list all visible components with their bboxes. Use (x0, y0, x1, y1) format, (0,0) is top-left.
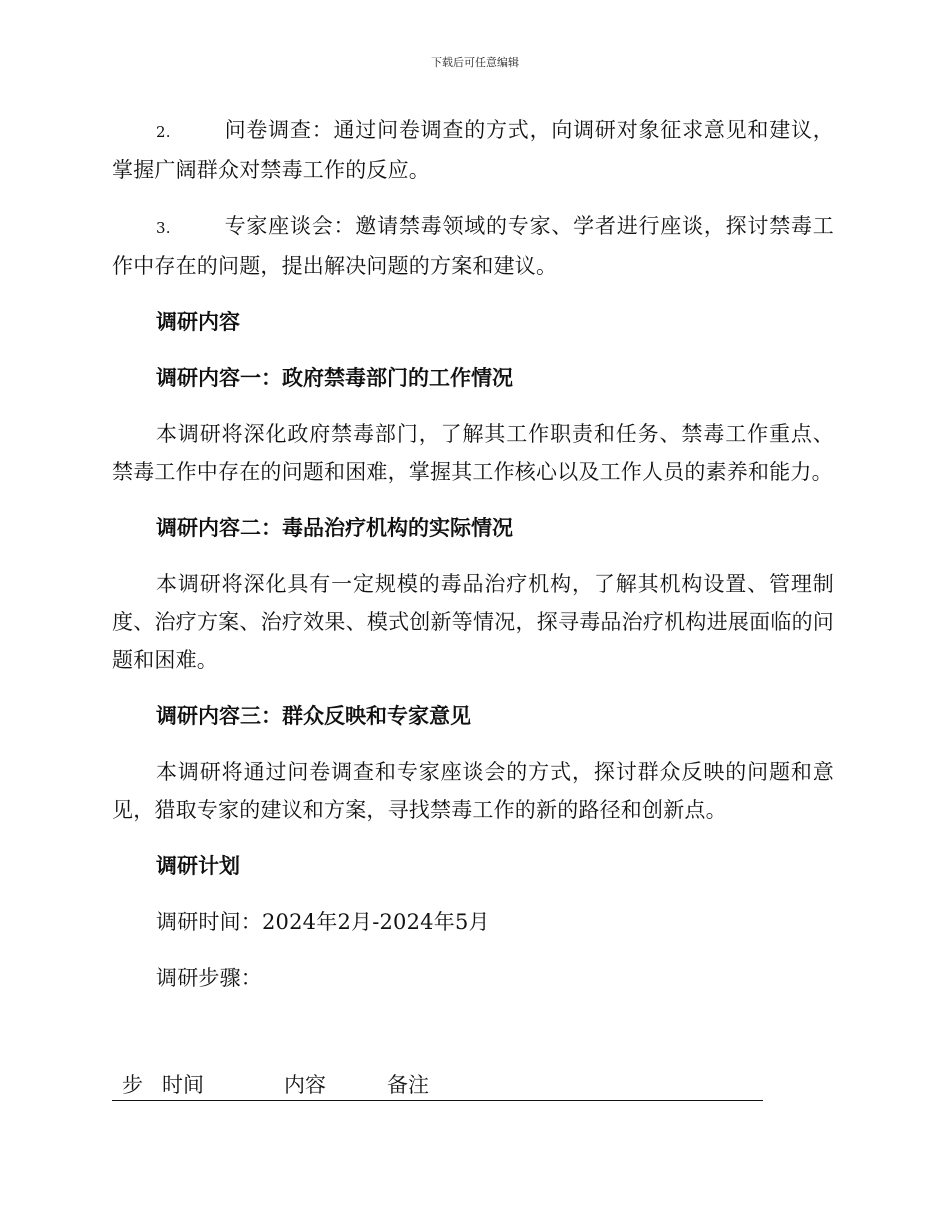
item-text: 问卷调查：通过问卷调查的方式，向调研对象征求意见和建议，掌握广阔群众对禁毒工作的反应。 (112, 118, 834, 182)
steps-table-header (112, 1066, 763, 1101)
section-heading-research-content: 调研内容 (156, 309, 240, 334)
table-header-notes: 备注 (387, 1073, 429, 1097)
table-header-content: 内容 (284, 1073, 326, 1097)
document-body (112, 111, 834, 1015)
paragraph-time: 调研时间：2024年2月-2024年5月 (156, 910, 490, 934)
page-header: 下载后可任意编辑 (431, 56, 519, 69)
section-heading-plan: 调研计划 (156, 853, 240, 878)
table-header-time: 时间 (162, 1073, 204, 1097)
method-item-2 (112, 111, 834, 189)
paragraph-content-2: 本调研将深化具有一定规模的毒品治疗机构，了解其机构设置、管理制度、治疗方案、治疗效果、模式创新等情况，探寻毒品治疗机构进展面临的问题和困难。 (112, 572, 834, 672)
method-item-3 (112, 207, 834, 285)
subsection-heading-content-2: 调研内容二：毒品治疗机构的实际情况 (156, 515, 513, 540)
paragraph-content-1: 本调研将深化政府禁毒部门，了解其工作职责和任务、禁毒工作重点、禁毒工作中存在的问题和困难，掌握其工作核心以及工作人员的素养和能力。 (112, 422, 834, 484)
item-number: 2. (156, 123, 171, 141)
subsection-heading-content-3: 调研内容三：群众反映和专家意见 (156, 703, 471, 728)
paragraph-steps: 调研步骤： (156, 966, 262, 990)
item-text: 专家座谈会：邀请禁毒领域的专家、学者进行座谈，探讨禁毒工作中存在的问题，提出解决问题的方案和建议。 (112, 214, 834, 278)
table-header-step: 步 (122, 1073, 143, 1097)
subsection-heading-content-1: 调研内容一：政府禁毒部门的工作情况 (156, 365, 513, 390)
item-number: 3. (156, 219, 171, 237)
paragraph-content-3: 本调研将通过问卷调查和专家座谈会的方式，探讨群众反映的问题和意见，猎取专家的建议和方案，寻找禁毒工作的新的路径和创新点。 (112, 760, 834, 822)
